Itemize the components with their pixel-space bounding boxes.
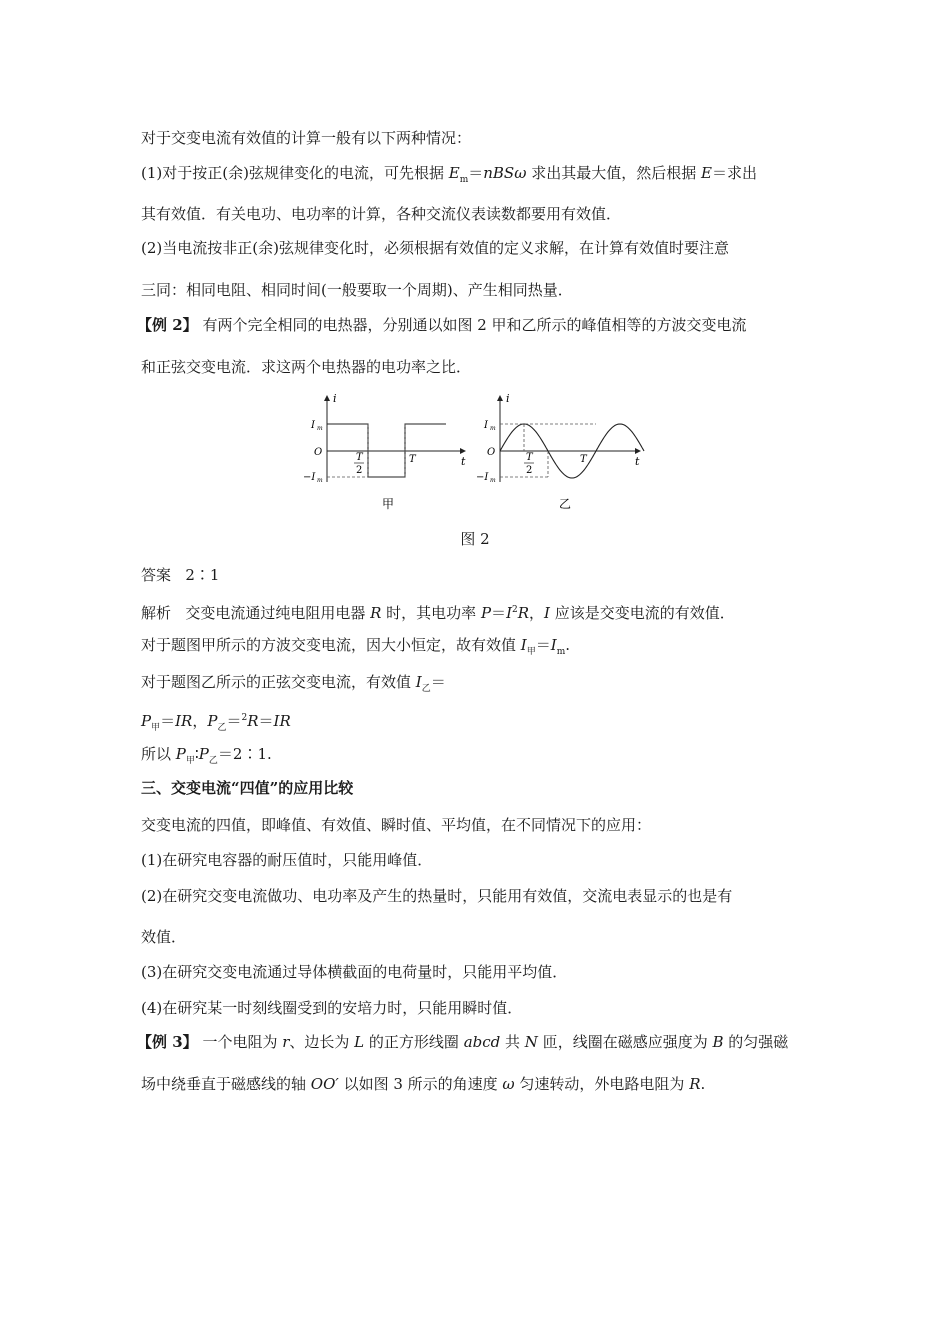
text-run: 匝，线圈在磁感应强度为 (537, 1033, 713, 1051)
text-run: 有两个完全相同的电热器，分别通以如图 2 甲和乙所示的峰值相等的方波交变电流 (197, 316, 747, 334)
jia-origin: O (314, 447, 323, 458)
jia-y-label: i (333, 392, 337, 405)
yi-neg-im-sub: m (490, 477, 496, 484)
formula-var: IR (175, 712, 193, 730)
text-run: 的匀强磁 (723, 1033, 789, 1051)
formula-var: L (354, 1033, 365, 1051)
formula-var: R (247, 712, 259, 730)
text-run: 共 (500, 1033, 525, 1051)
jia-neg-im-label: −I (303, 472, 316, 483)
text-run: 应该是交变电流的有效值． (549, 604, 735, 622)
text-run: 对于题图甲所示的方波交变电流，因大小恒定，故有效值 (141, 636, 521, 654)
analysis-label: 解析 (141, 604, 172, 622)
text-run: ∶ (194, 745, 199, 763)
formula-var: I (544, 604, 550, 622)
formula-var: E (701, 164, 712, 182)
yi-caption: 乙 (559, 497, 572, 511)
jia-neg-im-sub: m (317, 477, 323, 484)
text-run: ＝2∶1. (217, 745, 272, 763)
text-run: 、边长为 (289, 1033, 355, 1051)
formula-sub: 甲 (151, 723, 161, 733)
graph-jia (303, 392, 466, 511)
formula-var: P (141, 712, 152, 730)
formula-var: E (448, 164, 460, 182)
formula-var: P (480, 604, 492, 622)
formula-var: R (517, 604, 530, 622)
section-3-line-1: 交变电流的四值，即峰值、有效值、瞬时值、平均值，在不同情况下的应用： (141, 816, 652, 834)
formula-var: IR (273, 712, 291, 730)
formula-sub: m (459, 175, 469, 185)
yi-half-period-den: 2 (526, 465, 533, 476)
text-run: ＝ (258, 712, 274, 730)
formula-var: I (506, 604, 512, 622)
section-3-point-2-line-1: (2)在研究交变电流做功、电功率及产生的热量时，只能用有效值，交流电表显示的也是有 (141, 887, 733, 905)
example-3-line-2 (141, 1074, 705, 1094)
formula-var: OO′ (310, 1075, 339, 1093)
jia-half-period-den: 2 (356, 465, 363, 476)
yi-origin: O (487, 447, 496, 458)
text-run: ＝ (160, 712, 176, 730)
text-run: ， (192, 712, 208, 730)
intro-case-1-line-1 (141, 163, 757, 190)
jia-half-period-num: T (356, 452, 363, 463)
formula-var: R (689, 1075, 701, 1093)
formula-var: N (524, 1033, 538, 1051)
formula-var: P (175, 745, 186, 763)
formula-sub: 乙 (421, 684, 431, 694)
section-3-point-1: (1)在研究电容器的耐压值时，只能用峰值． (141, 851, 433, 869)
text-run: 对于题图乙所示的正弦交变电流，有效值 (141, 673, 416, 691)
text-run: 匀速转动，外电路电阻为 (514, 1075, 690, 1093)
section-3-heading: 三、交变电流“四值”的应用比较 (141, 779, 354, 797)
section-3-point-2-line-2: 效值． (141, 928, 187, 946)
formula-sub: 乙 (208, 756, 218, 766)
text-run: 场中绕垂直于磁感线的轴 (141, 1075, 311, 1093)
intro-case-2-line-1: (2)当电流按非正(余)弦规律变化时，必须根据有效值的定义求解，在计算有效值时要注意 (141, 239, 729, 257)
jia-caption: 甲 (382, 497, 395, 511)
jia-im-sub: m (317, 425, 323, 432)
text-run: ＝ (468, 164, 484, 182)
yi-im-sub: m (490, 425, 496, 432)
analysis-line-5 (141, 744, 272, 771)
figure-2-caption: 图 2 (460, 530, 490, 548)
jia-x-label: t (461, 455, 466, 468)
text-run: 一个电阻为 (197, 1033, 283, 1051)
formula-var: B (712, 1033, 724, 1051)
section-3-point-3: (3)在研究交变电流通过导体横截面的电荷量时，只能用平均值． (141, 963, 568, 981)
yi-y-label: i (506, 392, 510, 405)
text-run: 求出其最大值，然后根据 (526, 164, 701, 182)
analysis-line-2 (141, 635, 570, 662)
jia-period-label: T (409, 454, 416, 465)
yi-half-period-num: T (526, 452, 533, 463)
text-run: 以如图 3 所示的角速度 (338, 1075, 503, 1093)
formula-sup: 2 (241, 713, 248, 723)
text-run: ＝ (226, 712, 242, 730)
example-3-line-1 (137, 1032, 789, 1052)
intro-case-2-line-2: 三同：相同电阻、相同时间(一般要取一个周期)、产生相同热量． (141, 281, 573, 299)
formula-var: R (370, 604, 382, 622)
text-run: ＝ (491, 604, 507, 622)
formula-sub: 甲 (526, 647, 536, 657)
example-2-line-2: 和正弦交变电流．求这两个电热器的电功率之比． (141, 358, 472, 376)
text-run: . (700, 1075, 706, 1093)
formula-var: I (415, 673, 422, 691)
answer-line (141, 565, 219, 585)
analysis-line-4 (141, 708, 291, 738)
intro-line-1: 对于交变电流有效值的计算一般有以下两种情况： (141, 129, 472, 147)
text-run: ＝求出 (711, 164, 757, 182)
formula-var: P (207, 712, 218, 730)
figure-2 (300, 390, 650, 520)
text-run: ， (529, 604, 545, 622)
formula-sub: m (556, 647, 566, 657)
formula-var: ω (502, 1075, 515, 1093)
text-run: 的正方形线圈 (364, 1033, 464, 1051)
yi-im-label: I (484, 420, 488, 431)
formula-var: nBSω (483, 164, 527, 182)
text-run: (1)对于按正(余)弦规律变化的电流，可先根据 (141, 164, 449, 182)
formula-var: I (520, 636, 527, 654)
formula-var: abcd (463, 1033, 501, 1051)
formula-sub: 甲 (185, 756, 195, 766)
example-2-line-1 (137, 315, 747, 335)
analysis-line-3 (141, 672, 446, 699)
text-run: 所以 (141, 745, 176, 763)
text-run: ＝ (430, 673, 446, 691)
jia-im-label: I (311, 420, 315, 431)
formula-var: P (198, 745, 209, 763)
section-3-point-4: (4)在研究某一时刻线圈受到的安培力时，只能用瞬时值． (141, 999, 523, 1017)
text-run: . (565, 636, 571, 654)
graph-yi (476, 392, 644, 511)
formula-var: r (282, 1033, 290, 1051)
text-run: ＝ (535, 636, 551, 654)
example-2-tag: 【例 2】 (137, 316, 198, 334)
formula-var: I (550, 636, 557, 654)
yi-x-label: t (635, 455, 640, 468)
text-run: 交变电流通过纯电阻用电器 (185, 604, 371, 622)
formula-sup: 2 (512, 605, 518, 615)
formula-sub: 乙 (217, 723, 227, 733)
yi-neg-im-label: −I (476, 472, 489, 483)
answer-value: 2∶1 (185, 566, 220, 584)
intro-case-1-line-2: 其有效值．有关电功、电功率的计算，各种交流仪表读数都要用有效值． (141, 205, 622, 223)
analysis-line-1 (141, 600, 735, 623)
yi-period-label: T (580, 454, 587, 465)
text-run: 时，其电功率 (381, 604, 481, 622)
answer-label: 答案 (141, 566, 172, 584)
example-3-tag: 【例 3】 (137, 1033, 198, 1051)
